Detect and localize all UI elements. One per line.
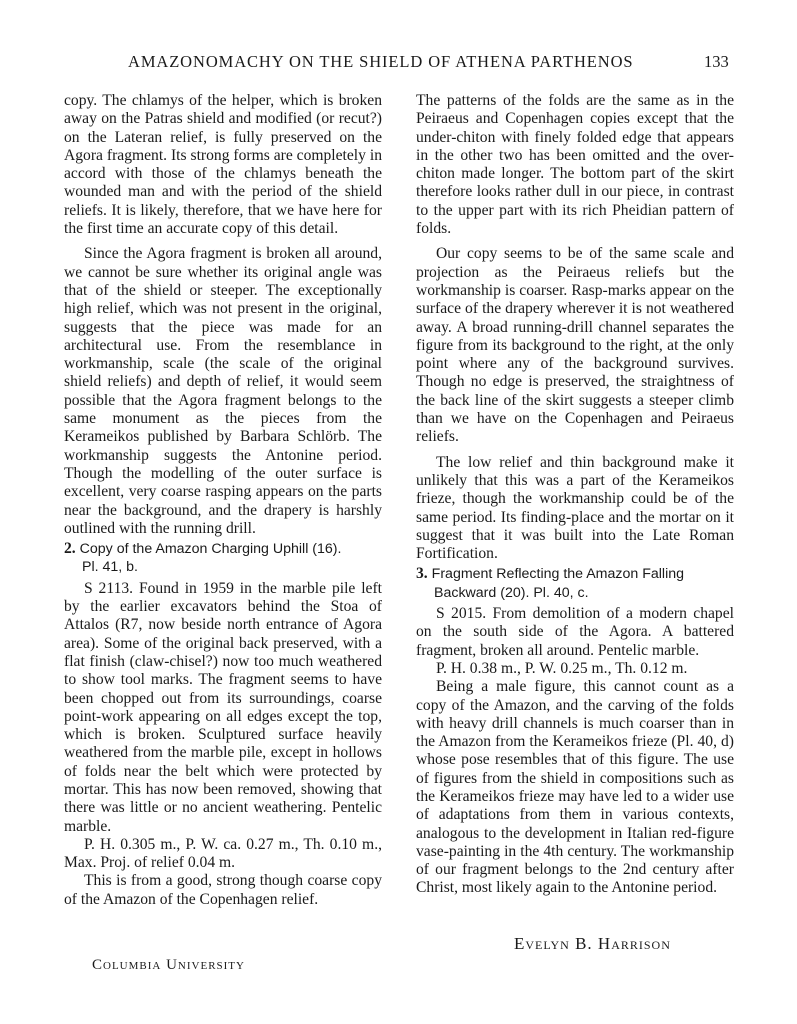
paragraph: The low relief and thin background make it unlikely that this was a part of the Kerameikos frieze, though the workmanship could be of the same period. Its finding-place and the mortar on it suggest that it was built into the Late Roman Fortification.	[416, 453, 734, 563]
paragraph: Our copy seems to be of the same scale and projection as the Peiraeus reliefs but the workmanship is coarser. Rasp-marks appear on the surface of the drapery wherever it is not weathered away. A broad running-drill channel separates the figure from its background to the right, at the only point where any of the background survives. Though no edge is preserved, the straightness of the back line of the skirt suggests a steeper climb than we have on the Copenhagen and Peiraeus reliefs.	[416, 245, 734, 446]
paragraph: The patterns of the folds are the same as in the Peiraeus and Copenhagen copies except that the under-chiton with finely folded edge that appears in the other two has been omitted and the over-chiton made longer. The bottom part of the skirt therefore looks rather dull in our piece, in contrast to the upper part with its rich Pheidian pattern of folds.	[416, 92, 734, 238]
section-title: Fragment Reflecting the Amazon Falling	[431, 566, 685, 583]
paragraph: Since the Agora fragment is broken all around, we cannot be sure whether its original angle was that of the shield or steeper. The exceptionally high relief, which was not present in the original, suggests that the piece was made for an architectural use. From the resemblance in workmanship, scale (the scale of the original shield reliefs) and depth of relief, it would seem possible that the Agora fragment belongs to the same monument as the pieces from the Kerameikos published by Barbara Schlörb. The workmanship suggests the Antonine period. Though the modelling of the outer surface is excellent, very coarse rasping appears on the parts near the background, and the drapery is harshly outlined with the running drill.	[64, 245, 382, 537]
page-number: 133	[704, 52, 729, 71]
section-title: Copy of the Amazon Charging Uphill (16).	[79, 541, 342, 558]
section-title-continued: Backward (20). Pl. 40, c.	[434, 584, 589, 601]
measurements: P. H. 0.38 m., P. W. 0.25 m., Th. 0.12 m.	[436, 659, 688, 677]
running-title: AMAZONOMACHY ON THE SHIELD OF ATHENA PARTHENOS	[128, 52, 634, 71]
right-column	[416, 92, 734, 898]
section-heading	[64, 540, 382, 577]
paragraph: Being a male figure, this cannot count as a copy of the Amazon, and the carving of the folds with heavy drill channels is much coarser than in the Amazon from the Kerameikos frieze (Pl. 40, d) whose pose resembles that of this figure. The use of figures from the shield in compositions such as the Kerameikos frieze may have led to a wider use of adaptations from them in various contexts, analogous to the development in Italian red-figure vase-painting in the 4th century. The workmanship of our fragment belongs to the 2nd century after Christ, most likely again to the Antonine period.	[416, 678, 734, 897]
section-number: 2.	[64, 540, 76, 558]
author-affiliation: Columbia University	[92, 957, 245, 973]
section-heading	[416, 565, 734, 602]
section-title-continued: Pl. 41, b.	[82, 559, 138, 576]
running-head	[0, 52, 797, 76]
measurements: P. H. 0.305 m., P. W. ca. 0.27 m., Th. 0.10 m., Max. Proj. of relief 0.04 m.	[64, 835, 382, 872]
section-number: 3.	[416, 565, 428, 583]
paragraph: This is from a good, strong though coarse copy of the Amazon of the Copenhagen relief.	[64, 872, 382, 908]
left-column	[64, 92, 382, 909]
paragraph: S 2015. From demolition of a modern chapel on the south side of the Agora. A battered fragment, broken all around. Pentelic marble.	[416, 605, 734, 659]
paragraph: copy. The chlamys of the helper, which is broken away on the Patras shield and modified (or recut?) on the Lateran relief, is fully preserved on the Agora fragment. Its strong forms are completely in accord with those of the chlamys beneath the wounded man and with the period of the shield reliefs. It is likely, therefore, that we have here for the first time an accurate copy of this detail.	[64, 92, 382, 238]
author-name: Evelyn B. Harrison	[514, 934, 671, 953]
paragraph: S 2113. Found in 1959 in the marble pile left by the earlier excavators behind the Stoa of Attalos (R7, now beside north entrance of Agora area). Some of the original back preserved, with a flat finish (claw-chisel?) now too much weathered to show tool marks. The fragment seems to have been chopped out from its surroundings, coarse point-work appearing on all edges except the top, which is broken. Sculptured surface heavily weathered from the marble pile, except in hollows of folds near the belt which were protected by mortar. This has now been removed, showing that there was little or no ancient weathering. Pentelic marble.	[64, 579, 382, 835]
